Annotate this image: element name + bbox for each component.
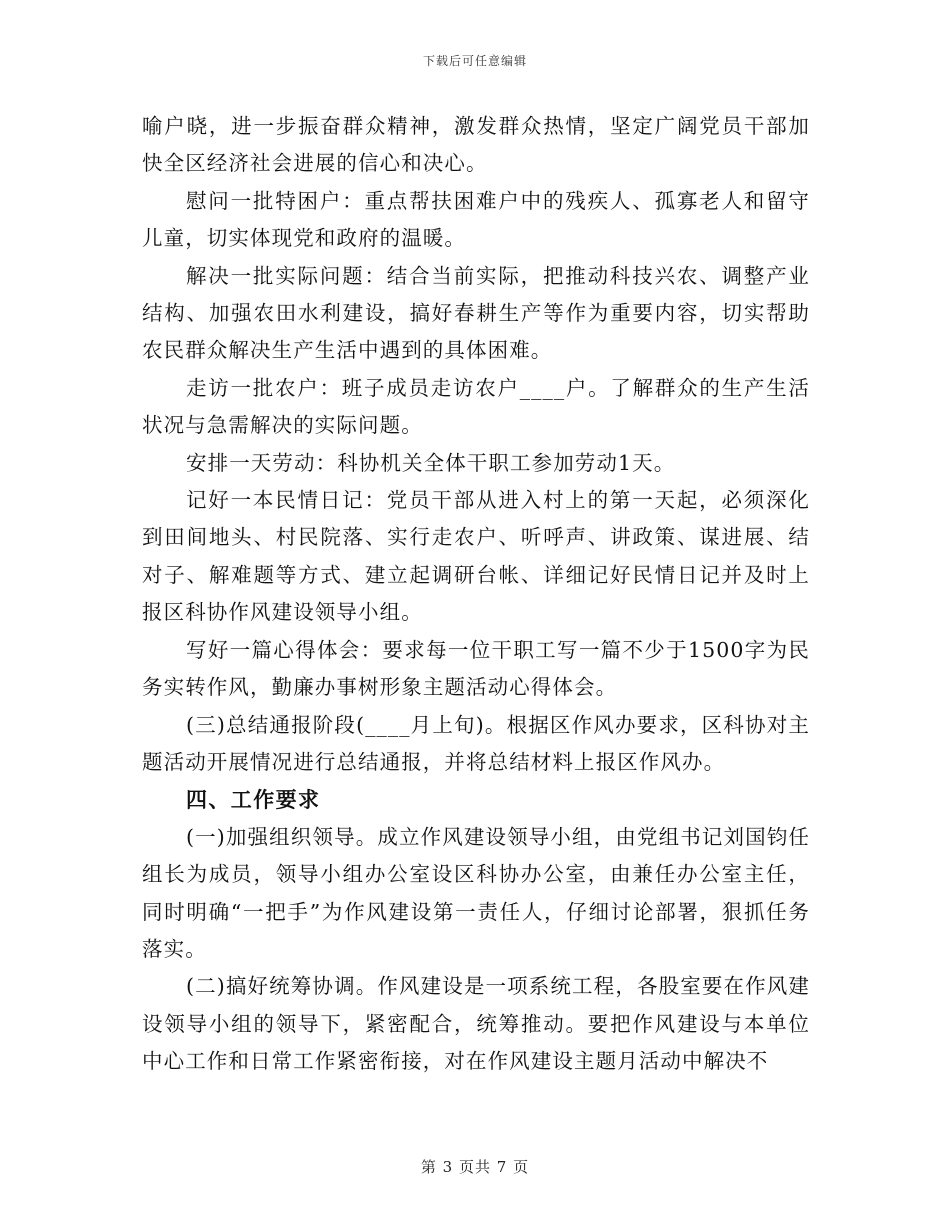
paragraph: 写好一篇心得体会：要求每一位干职工写一篇不少于1500字为民务实转作风，勤廉办事树形象主题活动心得体会。 (142, 637, 810, 700)
paragraph: 记好一本民情日记：党员干部从进入村上的第一天起，必须深化到田间地头、村民院落、实行走农户、听呼声、讲政策、谋进展、结对子、解难题等方式、建立起调研台帐、详细记好民情日记并及时上报区科协作风建设领导小组。 (142, 488, 810, 625)
paragraph: (二)搞好统筹协调。作风建设是一项系统工程，各股室要在作风建设领导小组的领导下，紧密配合，统筹推动。要把作风建设与本单位中心工作和日常工作紧密衔接，对在作风建设主题月活动中解决不 (142, 974, 810, 1074)
paragraph: 解决一批实际问题：结合当前实际，把推动科技兴农、调整产业结构、加强农田水利建设，搞好春耕生产等作为重要内容，切实帮助农民群众解决生产生活中遇到的具体困难。 (142, 263, 810, 363)
document-body (142, 108, 810, 1081)
paragraph: 慰问一批特困户：重点帮扶困难户中的残疾人、孤寡老人和留守儿童，切实体现党和政府的温暖。 (142, 188, 810, 251)
page-footer: 第 3 页共 7 页 (420, 1158, 530, 1176)
section-heading: 四、工作要求 (186, 787, 321, 813)
paragraph: 安排一天劳动：科协机关全体干职工参加劳动1天。 (186, 450, 676, 475)
paragraph: 喻户晓，进一步振奋群众精神，激发群众热情，坚定广阔党员干部加快全区经济社会进展的信心和决心。 (142, 114, 810, 176)
paragraph: (一)加强组织领导。成立作风建设领导小组，由党组书记刘国钧任组长为成员，领导小组办公室设区科协办公室，由兼任办公室主任，同时明确“一把手”为作风建设第一责任人，仔细讨论部署，狠抓任务落实。 (142, 824, 810, 961)
paragraph: 走访一批农户：班子成员走访农户____户。了解群众的生产生活状况与急需解决的实际问题。 (142, 375, 810, 438)
paragraph: (三)总结通报阶段(____月上旬)。根据区作风办要求，区科协对主题活动开展情况进行总结通报，并将总结材料上报区作风办。 (142, 712, 810, 774)
page-header: 下载后可任意编辑 (422, 54, 527, 68)
